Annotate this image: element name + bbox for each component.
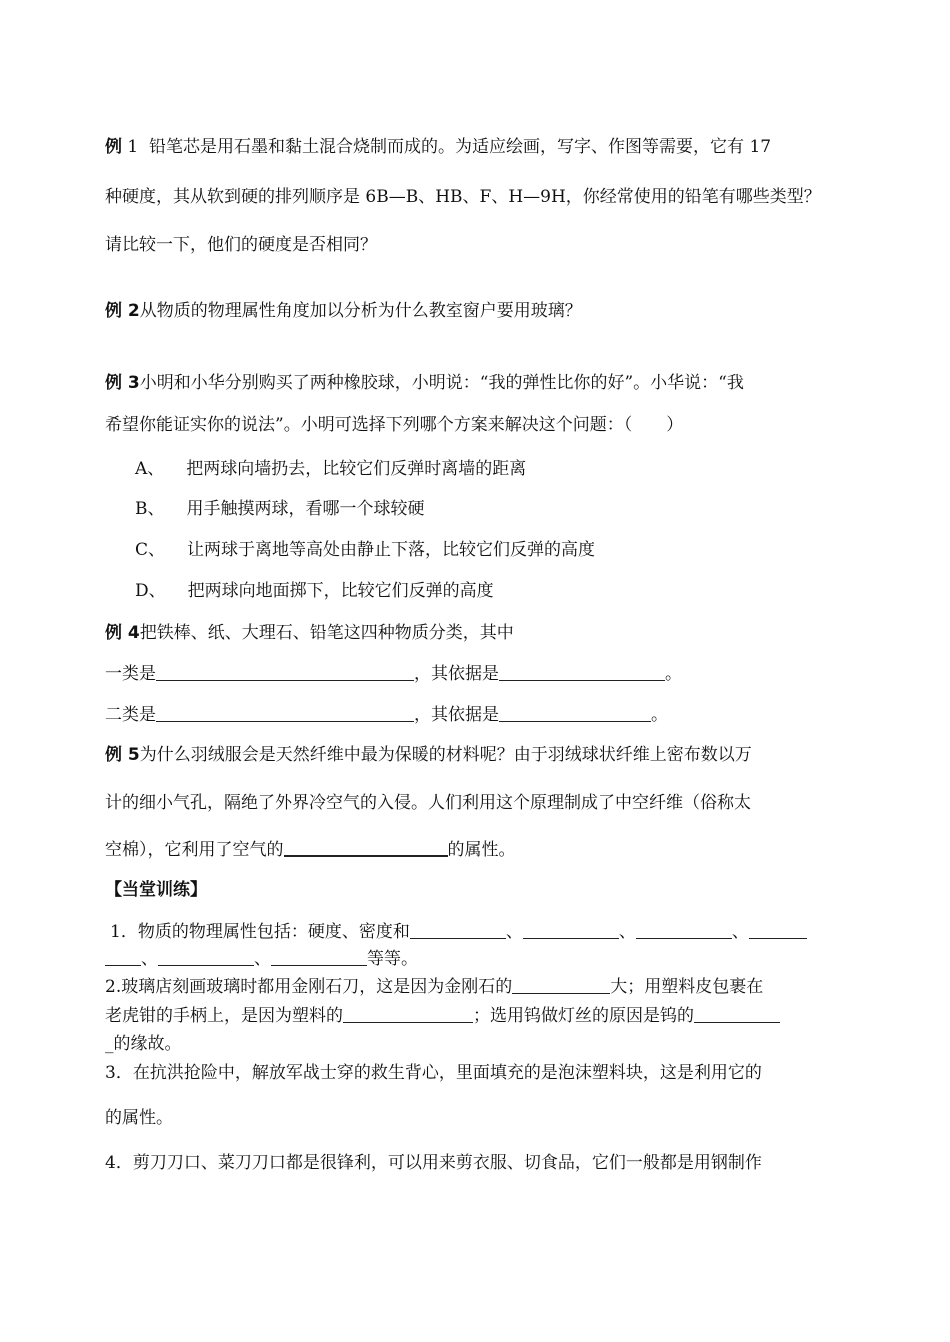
question-1-text: 1．物质的物理属性包括：硬度、密度和 [110, 922, 410, 942]
option-b-text: 用手触摸两球，看哪一个球较硬 [186, 499, 425, 519]
example-1-text-2: 种硬度，其从软到硬的排列顺序是 6B—B、HB、F、H—9H，你经常使用的铅笔有哪些类型？ [105, 187, 821, 207]
example-3-line-1 [105, 372, 744, 394]
example-5-text-3: 空棉），它利用了空气的 [105, 840, 284, 860]
answer-blank[interactable] [694, 1006, 780, 1023]
row-1-basis: ，其依据是 [414, 664, 499, 684]
example-1-number: 1 [127, 137, 139, 157]
question-2-text-2b: ；选用钨做灯丝的原因是钨的 [473, 1006, 694, 1026]
row-2-basis: ，其依据是 [414, 705, 499, 725]
separator: 、 [618, 922, 636, 942]
example-1-text-3: 请比较一下，他们的硬度是否相同？ [105, 235, 377, 255]
option-c-text: 让两球于离地等高处由静止下落，比较它们反弹的高度 [187, 540, 596, 560]
example-4-label: 例 4 [105, 623, 140, 643]
separator: 、 [731, 922, 749, 942]
row-1-label: 一类是 [105, 664, 156, 684]
question-4-text-1: 4．剪刀刀口、菜刀刀口都是很锋利，可以用来剪衣服、切食品，它们一般都是用钢制作 [105, 1153, 762, 1173]
option-b-key: B、 [135, 499, 165, 519]
option-c [135, 539, 595, 561]
example-2 [105, 300, 582, 322]
question-2-text-1b: 大；用塑料皮包裹在 [610, 977, 764, 997]
example-4-row-1 [105, 663, 682, 685]
example-3-text-2: 希望你能证实你的说法”。小明可选择下列哪个方案来解决这个问题：（ ） [105, 415, 684, 435]
example-3-text-1: 小明和小华分别购买了两种橡胶球，小明说：“我的弹性比你的好”。小华说：“我 [139, 373, 744, 393]
example-1-text-1: 铅笔芯是用石墨和黏土混合烧制而成的。为适应绘画，写字、作图等需要，它有 17 [149, 137, 772, 157]
section-title: 【当堂训练】 [105, 880, 207, 900]
example-5-label: 例 5 [105, 745, 140, 765]
example-2-text: 从物质的物理属性角度加以分析为什么教室窗户要用玻璃？ [139, 301, 582, 321]
answer-blank[interactable] [512, 977, 610, 994]
example-5-line-1 [105, 744, 752, 766]
question-1-end: 等等。 [367, 949, 418, 969]
answer-blank[interactable] [636, 922, 732, 939]
example-4-intro [105, 622, 514, 644]
answer-blank[interactable] [499, 705, 651, 722]
separator: 、 [141, 949, 158, 969]
example-5-line-3 [105, 839, 516, 861]
example-3-label: 例 3 [105, 373, 140, 393]
answer-blank[interactable] [158, 949, 254, 966]
row-2-end: 。 [651, 705, 668, 725]
example-1-line-1 [105, 136, 771, 158]
row-2-label: 二类是 [105, 705, 156, 725]
question-2-line-2 [105, 1005, 780, 1027]
example-5-text-3-end: 的属性。 [447, 840, 516, 860]
question-2-text-3: _的缘故。 [105, 1034, 182, 1054]
answer-blank[interactable] [271, 949, 367, 966]
answer-blank[interactable] [105, 949, 141, 966]
question-2-text-1: 2.玻璃店刻画玻璃时都用金刚石刀，这是因为金刚石的 [105, 977, 513, 997]
option-d [135, 580, 494, 602]
question-1-line-1 [110, 921, 807, 943]
option-a-text: 把两球向墙扔去，比较它们反弹时离墙的距离 [186, 459, 527, 479]
question-2-text-2: 老虎钳的手柄上，是因为塑料的 [105, 1006, 343, 1026]
question-1-line-2 [105, 948, 418, 970]
separator: 、 [254, 949, 271, 969]
example-2-label: 例 2 [105, 301, 140, 321]
answer-blank[interactable] [749, 922, 807, 939]
example-5-text-2: 计的细小气孔，隔绝了外界冷空气的入侵。人们利用这个原理制成了中空纤维（俗称太 [105, 793, 751, 813]
answer-blank[interactable] [499, 664, 665, 681]
option-d-key: D、 [135, 581, 166, 601]
option-d-text: 把两球向地面掷下，比较它们反弹的高度 [187, 581, 494, 601]
answer-blank[interactable] [410, 922, 506, 939]
example-1-label: 例 [105, 137, 122, 157]
separator: 、 [505, 922, 523, 942]
option-a [135, 458, 526, 480]
answer-blank[interactable] [343, 1006, 473, 1023]
example-4-row-2 [105, 704, 668, 726]
option-c-key: C、 [135, 540, 166, 560]
option-b [135, 498, 425, 520]
answer-blank[interactable] [156, 664, 414, 681]
answer-blank[interactable] [523, 922, 619, 939]
example-4-intro-text: 把铁棒、纸、大理石、铅笔这四种物质分类，其中 [139, 623, 514, 643]
question-2-line-1 [105, 976, 763, 998]
question-3-text-2: 的属性。 [105, 1108, 173, 1128]
row-1-end: 。 [665, 664, 682, 684]
example-5-text-1: 为什么羽绒服会是天然纤维中最为保暖的材料呢？由于羽绒球状纤维上密布数以万 [139, 745, 752, 765]
answer-blank[interactable] [156, 705, 414, 722]
question-3-text-1: 3．在抗洪抢险中，解放军战士穿的救生背心，里面填充的是泡沫塑料块，这是利用它的 [105, 1063, 762, 1083]
option-a-key: A、 [135, 459, 165, 479]
answer-blank[interactable] [284, 839, 448, 857]
